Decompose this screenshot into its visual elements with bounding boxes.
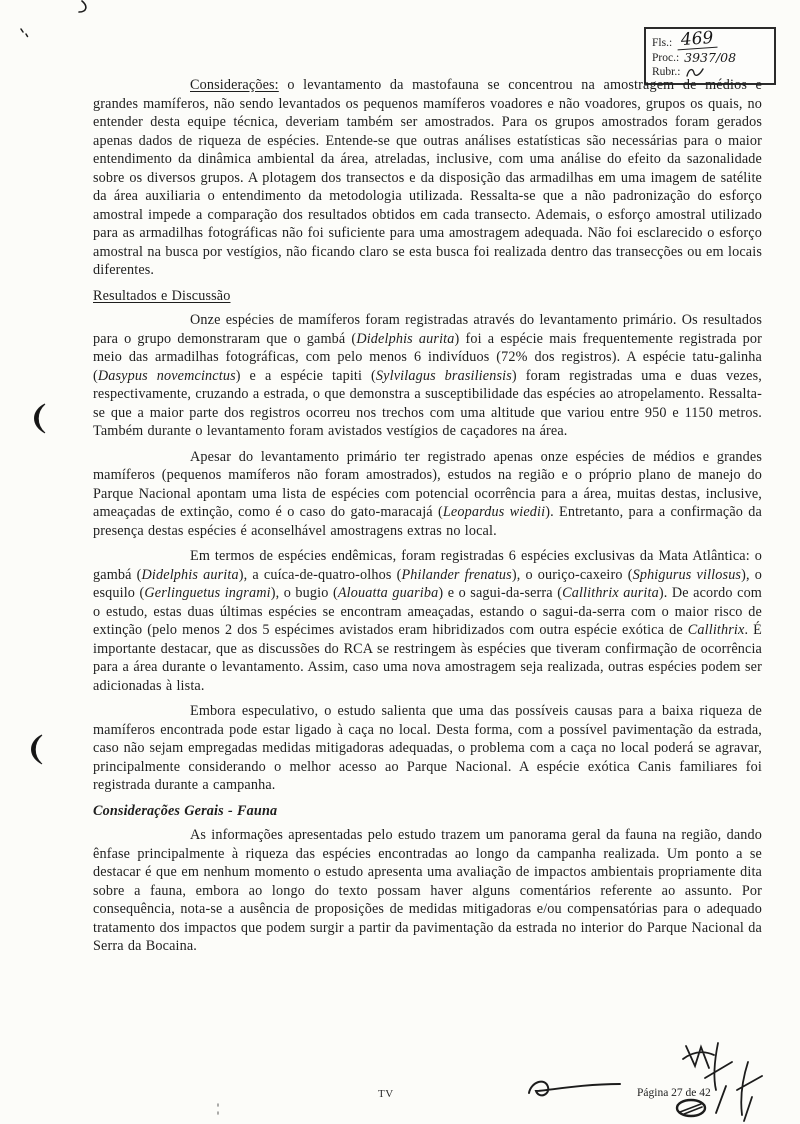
stamp-row-proc [652,50,768,65]
paragraph-onze-especies: Onze espécies de mamíferos foram registradas através do levantamento primário. Os resultados para o grupo demonstraram que o gambá (Didelphis aurita) foi a espécie mais frequentemente registrada por meio das armadilhas fotográficas, com pelo menos 6 indivíduos (72% dos registros). A espécie tatu-galinha (Dasypus novemcinctus) e a espécie tapiti (Sylvilagus brasiliensis) foram registradas uma e duas vezes, respectivamente, cruzando a estrada, o que demonstra a susceptibilidade das espécies ao atropelamento. Ressalta-se que a maior parte dos registros ocorreu nos trechos com uma altitude que variou entre 950 e 1150 metros. Também durante o levantamento foram avistados vestígios de caçadores na área. [93,312,762,439]
heading-resultados-discussao: Resultados e Discussão [93,287,231,304]
heading-consideracoes-gerais-fauna: Considerações Gerais - Fauna [93,802,278,819]
stamp-proc-label: Proc.: [652,52,680,64]
top-left-dots-mark-icon [21,29,28,37]
stamp-fls-value: 469 [677,31,719,51]
stamp-row-fls [652,27,768,51]
footer-initials: TV [378,1088,394,1100]
paragraph-apesar-levantamento: Apesar do levantamento primário ter registrado apenas onze espécies de médios e grandes mamíferos (pequenos mamíferos não foram amostrados), estudos na região e o próprio plano de manejo do Parque Nacional apontam uma lista de espécies com potencial ocorrência para a área, muitas destas, inclusive, ameaçadas de extinção, como é o caso do gato-maracajá (Leopardus wiedii). Entretanto, para a confirmação da presença destas espécies é aconselhável amostragens extras no local. [93,448,762,539]
margin-crescent-mark-2-icon [32,735,43,764]
top-left-pen-mark-icon [79,1,86,12]
stamp-rubr-label: Rubr.: [652,66,681,78]
margin-crescent-mark-1-icon [35,404,46,433]
paragraph-informacoes-estudo: As informações apresentadas pelo estudo trazem um panorama geral da fauna na região, dando ênfase principalmente à riqueza das espécies encontradas ao longo da campanha realizada. Um ponto a se destacar é que em nenhum momento o estudo apresenta uma avaliação de impactos ambientais propriamente dita sobre a fauna, embora ao longo do texto possam haver alguns comentários referente ao assunto. Por consequência, nota-se a ausência de proposições de medidas mitigadoras e/ou compensatórias para o adequado tratamento dos impactos que podem surgir a partir da pavimentação da estrada no interior do Parque Nacional da Serra da Bocaina. [93,827,762,954]
stamp-fls-label: Fls.: [652,37,673,49]
paragraph-embora-especulativo: Embora especulativo, o estudo salienta que uma das possíveis causas para a baixa riqueza de mamíferos encontrada pode estar ligado à caça no local. Desta forma, com a possível pavimentação da estrada, caso não sejam empregadas medidas mitigadoras adequadas, o problema com a caça no local poderá se agravar, principalmente considerando o melhor acesso ao Parque Nacional. A espécie exótica Canis familiares foi registrada durante a campanha. [93,703,762,793]
signature-oval-inner-icon [680,1104,702,1114]
signature-scribble-2-icon [705,1043,732,1113]
signature-flourish-icon [529,1082,620,1096]
paragraph-especies-endemicas: Em termos de espécies endêmicas, foram registradas 6 espécies exclusivas da Mata Atlântica: o gambá (Didelphis aurita), a cuíca-de-quatro-olhos (Philander frenatus), o ouriço-caxeiro (Sphigurus villosus), o esquilo (Gerlinguetus ingrami), o bugio (Alouatta guariba) e o sagui-da-serra (Callithrix aurita). De acordo com o estudo, estas duas últimas espécies se encontram ameaçadas, estando o sagui-da-serra com o maior risco de extinção (pelo menos 2 dos 5 espécimes avistados eram hibridizados com outra espécie exótica de Callithrix. É importante destacar, que as discussões do RCA se restringem às espécies que tiveram confirmação de ocorrência para a área durante o levantamento. Assim, caso uma nova amostragem seja realizada, outras espécies podem ser adicionadas à lista. [93,548,763,694]
document-body [93,76,762,963]
signature-oval-scribble-icon [677,1100,705,1116]
paragraph-consideracoes: Considerações: o levantamento da mastofauna se concentrou na amostragem de médios e grandes mamíferos, não sendo levantados os pequenos mamíferos voadores e não voadores, grupos os quais, no entender desta equipe técnica, deveriam também ser amostrados. Para os grupos amostrados foram gerados apenas dados de riqueza de espécies. Entende-se que outras análises estatísticas são necessárias para o maior entendimento da dinâmica ambiental da área, atreladas, inclusive, com uma análise do efeito da sazonalidade sobre os diversos grupos. A plotagem dos transectos e da disposição das armadilhas em uma imagem de satélite da área auxiliaria o entendimento da metodologia utilizada. Ressalta-se que a não padronização do esforço amostral impede a comparação dos resultados obtidos em cada transecto. Ademais, o esforço amostral utilizado para as armadilhas fotográficas não foi suficiente para uma amostragem adequada. Não foi esclarecido o esforço amostral na busca por vestígios, não ficando claro se esta busca foi realizada dentro das transecções ou em locais diferentes. [93,77,762,278]
stamp-proc-value: 3937/08 [684,50,737,65]
page-number: Página 27 de 42 [637,1087,711,1099]
signature-scribble-1-icon [683,1046,714,1068]
signature-scribble-3-icon [737,1062,762,1121]
